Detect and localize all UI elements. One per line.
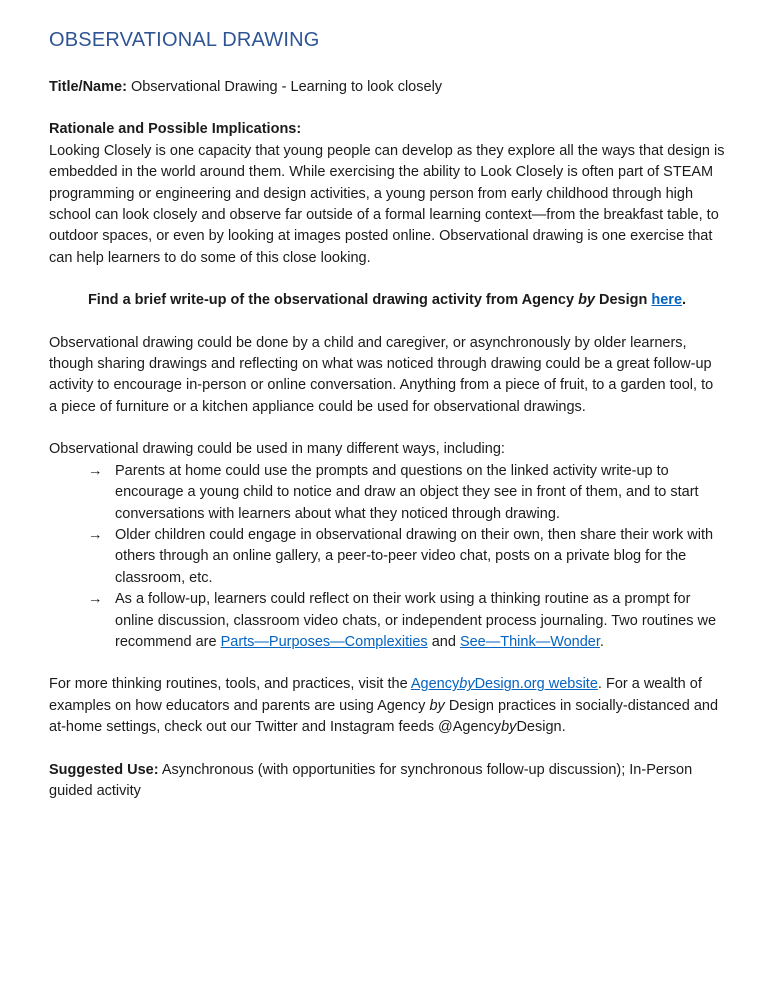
agency-by-italic: by <box>429 697 445 714</box>
usage-paragraph: Observational drawing could be done by a child and caregiver, or asynchronously by older learners, though sharing drawings and reflecting on what was noticed through drawing could be a great follow-up activity to encourage in-person or online conversation. Anything from a piece of fruit, to a garden tool, to a piece of furniture or a kitchen appliance could be used for observational drawings. <box>49 334 714 415</box>
title-label: Title/Name: <box>49 79 127 95</box>
list-intro: Observational drawing could be used in many different ways, including: <box>49 441 505 458</box>
list-item-text: Older children could engage in observational drawing on their own, then share their work with others through an online gallery, a peer-to-peer video chat, posts on a private blog for the classroom, etc. <box>115 526 714 586</box>
suggested-use-value: Asynchronous (with opportunities for synchronous follow-up discussion); In-Person guided activity <box>49 761 693 799</box>
suggested-use-label: Suggested Use: <box>49 761 159 778</box>
bullet-list <box>49 461 725 654</box>
page-title: OBSERVATIONAL DRAWING <box>49 29 320 51</box>
suggested-use-line <box>49 760 725 803</box>
list-item <box>49 589 725 653</box>
title-value: Observational Drawing - Learning to look closely <box>130 79 443 95</box>
list-item-text: Parents at home could use the prompts and questions on the linked activity write-up to encourage a young child to notice and draw an object they see in front of them, and to start conversations with learners about what they noticed through drawing. <box>115 462 699 522</box>
callout-line: Find a brief write-up of the observational drawing activity from Agency by Design here. <box>87 292 687 309</box>
agency-by-design-website-link[interactable]: AgencybyDesign.org website <box>410 676 598 693</box>
here-link[interactable]: here <box>651 292 683 309</box>
title-line <box>49 77 725 98</box>
arrow-bullet-icon: → <box>88 526 103 543</box>
list-item <box>49 525 725 589</box>
list-item <box>49 461 725 525</box>
arrow-bullet-icon: → <box>88 462 103 479</box>
rationale-paragraph: Looking Closely is one capacity that young people can develop as they explore all the ways that design is embedded in the world around them. While exercising the ability to Look Closely is often part of STEAM programming or engineering and design activities, a young person from early childhood through high school can look closely and observe far outside of a formal learning context—from the breakfast table, to outdoor spaces, or even by looking at images posted online. Observational drawing is one exercise that can help learners to do some of this close looking. <box>49 142 725 266</box>
more-info-paragraph: For more thinking routines, tools, and practices, visit the AgencybyDesign.org website. For a wealth of examples on how educators and parents are using Agency by Design practices in socially-distanced and at-home settings, check out our Twitter and Instagram feeds @AgencybyDesign. <box>49 676 719 736</box>
see-think-wonder-link[interactable]: See—Think—Wonder <box>459 633 600 650</box>
agency-by-italic: by <box>578 292 595 309</box>
rationale-heading: Rationale and Possible Implications: <box>49 121 302 138</box>
agency-by-italic: by <box>501 719 517 736</box>
arrow-bullet-icon: → <box>88 591 103 608</box>
list-item-text: As a follow-up, learners could reflect on their work using a thinking routine as a prompt for online discussion, classroom video chats, or independent process journaling. Two routines we recommend are Parts—Purposes—Complexities and See—Think—Wonder. <box>115 591 717 650</box>
parts-purposes-complexities-link[interactable]: Parts—Purposes—Complexities <box>220 633 428 650</box>
